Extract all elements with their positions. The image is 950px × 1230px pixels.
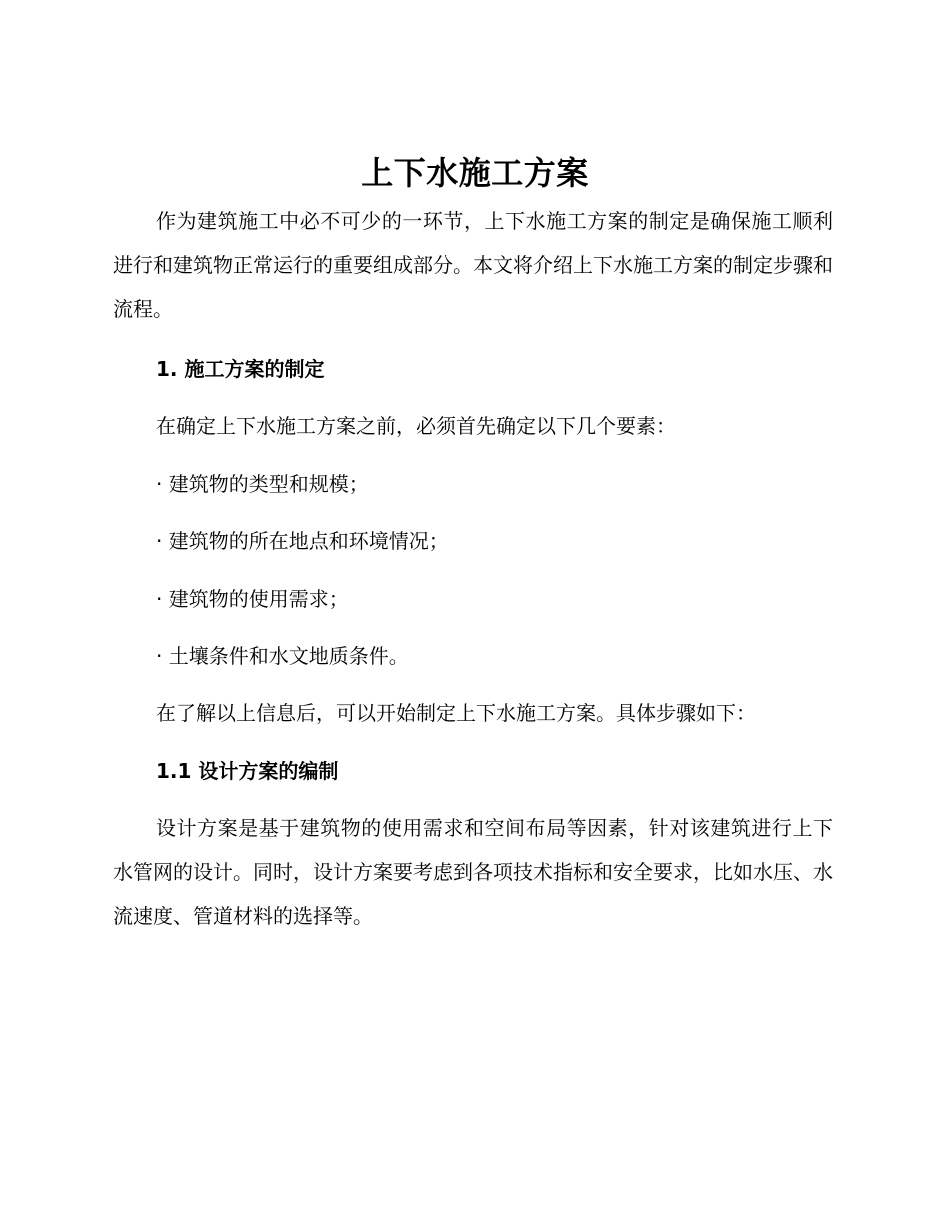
section-1-follow: 在了解以上信息后，可以开始制定上下水施工方案。具体步骤如下： <box>156 701 756 725</box>
bullet-item: · 建筑物的使用需求； <box>156 587 349 611</box>
section-1-lead: 在确定上下水施工方案之前，必须首先确定以下几个要素： <box>156 414 676 438</box>
section-1-1-body: 设计方案是基于建筑物的使用需求和空间布局等因素，针对该建筑进行上下水管网的设计。同时，设计方案要考虑到各项技术指标和安全要求，比如水压、水流速度、管道材料的选择等。 <box>113 816 833 928</box>
document-title: 上下水施工方案 <box>361 154 589 192</box>
bullet-item: · 建筑物的类型和规模； <box>156 472 369 496</box>
bullet-item: · 建筑物的所在地点和环境情况； <box>156 529 449 553</box>
section-1-heading: 1. 施工方案的制定 <box>156 357 325 381</box>
section-1-1-heading: 1.1 设计方案的编制 <box>156 759 339 783</box>
bullet-item: · 土壤条件和水文地质条件。 <box>156 644 409 668</box>
intro-paragraph: 作为建筑施工中必不可少的一环节，上下水施工方案的制定是确保施工顺利进行和建筑物正常运行的重要组成部分。本文将介绍上下水施工方案的制定步骤和流程。 <box>113 209 833 321</box>
